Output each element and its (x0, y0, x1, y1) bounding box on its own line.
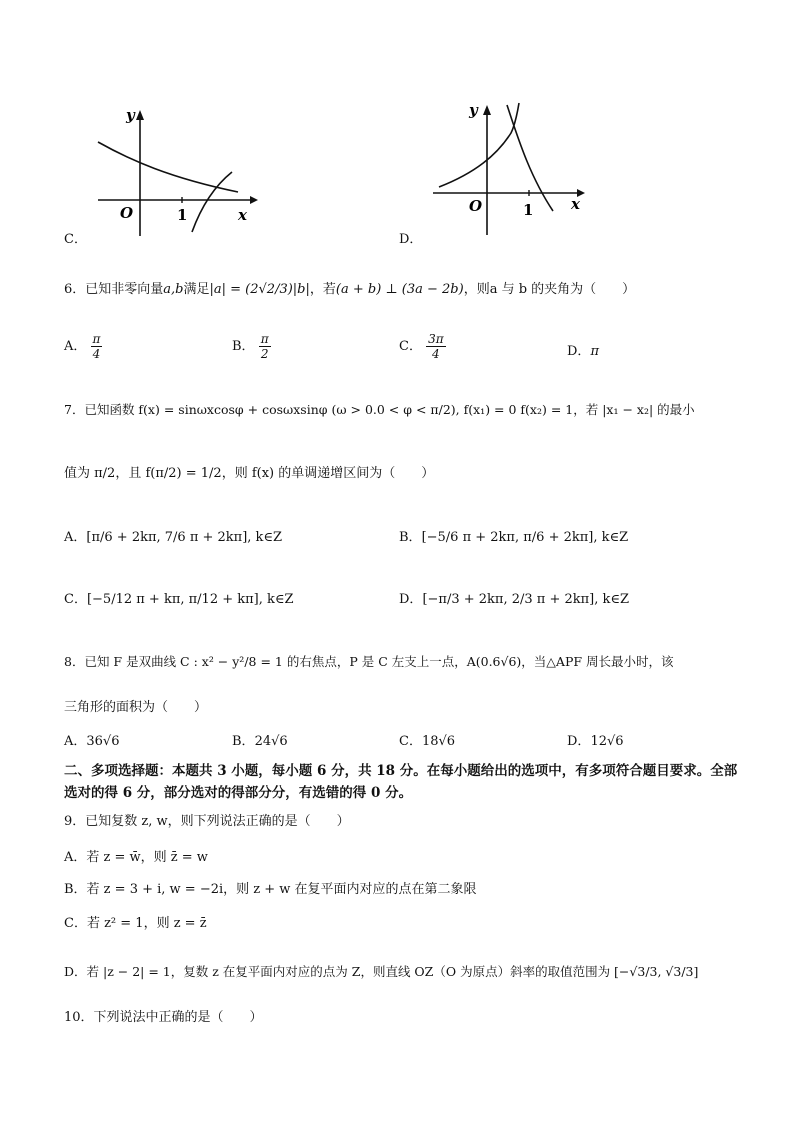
q7-line-1: 7．已知函数 f(x) = sinωxcosφ + cosωxsinφ (ω > 0.0 < φ < π/2), f(x₁) = 0 f(x₂) = 1，若 |x₁ − x₂| 的最小 (64, 402, 695, 417)
increasing-curve (192, 172, 232, 232)
option-label: D． (567, 344, 591, 359)
q8-option-b: B．24√6 (232, 734, 288, 749)
q6-stem-c: ，若 (309, 282, 336, 297)
graph-c (90, 100, 260, 240)
q7-option-d: D．[−π/3 + 2kπ, 2/3 π + 2kπ], k∈Z (399, 592, 630, 607)
decreasing-curve (507, 105, 553, 211)
q9-option-d: D．若 |z − 2| = 1，复数 z 在复平面内对应的点为 Z，则直线 OZ（O 为原点）斜率的取值范围为 [−√3/3, √3/3] (64, 964, 699, 979)
q7-option-a: A．[π/6 + 2kπ, 7/6 π + 2kπ], k∈Z (64, 530, 283, 545)
q6-option-b (232, 332, 271, 361)
q6-option-d (567, 340, 599, 359)
option-label: C． (399, 339, 422, 354)
q9-stem: 9．已知复数 z, w，则下列说法正确的是（ ） (64, 814, 350, 829)
x-label: x (238, 206, 247, 224)
q6-stem-a: 6．已知非零向量 (64, 282, 164, 297)
q6-tail: a 与 b 的夹角为（ ） (489, 282, 636, 297)
x-arrow (250, 196, 258, 204)
y-arrow (136, 110, 144, 120)
q8-option-a: A．36√6 (64, 734, 120, 749)
q7-option-c: C．[−5/12 π + kπ, π/12 + kπ], k∈Z (64, 592, 294, 607)
y-label: y (126, 106, 135, 124)
y-label: y (469, 101, 478, 119)
section-2-heading: 二、多项选择题：本题共 3 小题，每小题 6 分，共 18 分。在每小题给出的选项中，有多项符合题目要求。全部选对的得 6 分，部分选对的得部分分，有选错的得 0 分。 (64, 763, 738, 801)
q6-stem-d: ，则 (463, 282, 490, 297)
origin-label: O (120, 204, 134, 222)
q9-option-c: C．若 z² = 1，则 z = z̄ (64, 916, 207, 931)
q8-line-2: 三角形的面积为（ ） (64, 700, 208, 715)
graph-c-letter: C． (64, 232, 87, 247)
increasing-curve (439, 103, 519, 187)
q9-option-b: B．若 z = 3 + i, w = −2i，则 z + w 在复平面内对应的点在第二象限 (64, 882, 477, 897)
q6-option-a (64, 332, 102, 361)
option-fraction: $\frac{\pi}{2}$ (260, 332, 269, 361)
q8-option-d: D．12√6 (567, 734, 624, 749)
q6-perpendicular: (a + b) ⊥ (3a − 2b) (335, 282, 464, 297)
q10-stem: 10．下列说法中正确的是（ ） (64, 1010, 263, 1025)
option-fraction: $\frac{3\pi}{4}$ (428, 332, 444, 361)
q7-option-b: B．[−5/6 π + 2kπ, π/6 + 2kπ], k∈Z (399, 530, 629, 545)
option-fraction: $\frac{\pi}{4}$ (92, 332, 101, 361)
q6-stem (64, 278, 635, 297)
one-label: 1 (177, 206, 188, 224)
q9-option-a: A．若 z = w̄，则 z̄ = w (64, 850, 208, 865)
origin-label: O (469, 197, 483, 215)
option-label: A． (64, 339, 87, 354)
q6-stem-b: 满足 (183, 282, 210, 297)
x-label: x (571, 195, 580, 213)
option-label: B． (232, 339, 255, 354)
graph-d (425, 95, 595, 240)
q6-vectors: a,b (163, 282, 184, 297)
option-text: π (590, 344, 599, 359)
q7-line-2: 值为 π/2，且 f(π/2) = 1/2，则 f(x) 的单调递增区间为（ ） (64, 466, 435, 481)
graph-d-letter: D． (399, 232, 423, 247)
one-label: 1 (523, 201, 534, 219)
q6-option-c (399, 332, 446, 361)
q6-condition: |a| = (2√2/3)|b| (209, 282, 310, 297)
q8-line-1: 8．已知 F 是双曲线 C : x² − y²/8 = 1 的右焦点，P 是 C 左支上一点，A(0.6√6)，当△APF 周长最小时，该 (64, 654, 674, 669)
decreasing-curve (98, 142, 238, 192)
q8-option-c: C．18√6 (399, 734, 456, 749)
y-arrow (483, 105, 491, 115)
